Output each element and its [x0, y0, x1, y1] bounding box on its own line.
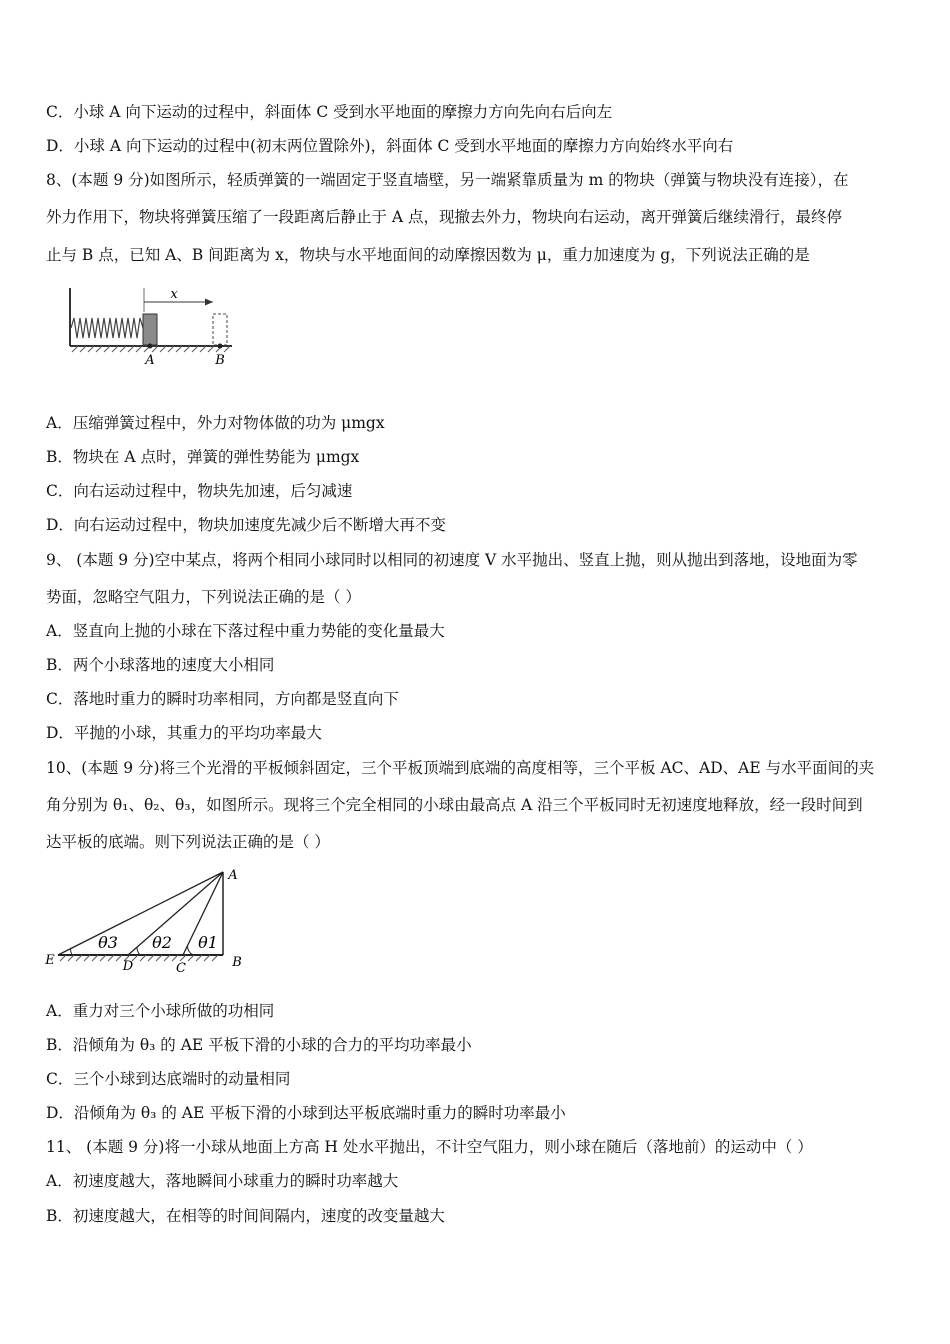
question-11: 11、 (本题 9 分)将一小球从地面上方高 H 处水平抛出，不计空气阻力，则小球在随后（落地前）的运动中（ ） — [46, 1138, 813, 1156]
block — [143, 314, 157, 345]
label-d: D — [122, 959, 134, 974]
question-9-line-1: 9、 (本题 9 分)空中某点，将两个相同小球同时以相同的初速度 V 水平抛出、竖直上抛，则从抛出到落地，设地面为零 — [46, 551, 858, 569]
option-10b: B．沿倾角为 θ₃ 的 AE 平板下滑的小球的合力的平均功率最小 — [46, 1036, 472, 1054]
label-c: C — [176, 961, 186, 976]
label-x: x — [170, 287, 178, 302]
question-10-line-3: 达平板的底端。则下列说法正确的是（ ） — [46, 833, 330, 851]
spring — [71, 318, 143, 338]
option-8c: C．向右运动过程中，物块先加速，后匀减速 — [46, 482, 353, 500]
label-a: A — [145, 353, 155, 368]
option-7c: C．小球 A 向下运动的过程中，斜面体 C 受到水平地面的摩擦力方向先向右后向左 — [46, 103, 613, 121]
point-a — [148, 344, 153, 349]
spring-block-figure — [64, 282, 239, 370]
label-theta3: θ3 — [98, 933, 118, 952]
block-final-position — [213, 314, 227, 345]
label-theta1: θ1 — [198, 933, 218, 952]
angle-arc-2 — [137, 947, 140, 955]
option-9c: C．落地时重力的瞬时功率相同，方向都是竖直向下 — [46, 690, 399, 708]
label-b: B — [232, 955, 242, 970]
question-10-line-1: 10、(本题 9 分)将三个光滑的平板倾斜固定，三个平板顶端到底端的高度相等，三个平板 AC、AD、AE 与水平面间的夹 — [46, 759, 875, 777]
label-e: E — [45, 953, 55, 968]
option-8b: B．物块在 A 点时，弹簧的弹性势能为 μmgx — [46, 448, 360, 466]
option-7d: D．小球 A 向下运动的过程中(初末两位置除外)，斜面体 C 受到水平地面的摩擦力方向始终水平向右 — [46, 137, 734, 155]
option-10c: C．三个小球到达底端时的动量相同 — [46, 1070, 291, 1088]
angle-arc-1 — [187, 946, 193, 955]
option-10a: A．重力对三个小球所做的功相同 — [46, 1002, 275, 1020]
option-8a: A．压缩弹簧过程中，外力对物体做的功为 μmgx — [46, 414, 385, 432]
point-b — [218, 344, 223, 349]
inclined-planes-figure — [40, 860, 250, 976]
option-9b: B．两个小球落地的速度大小相同 — [46, 656, 275, 674]
option-11a: A．初速度越大，落地瞬间小球重力的瞬时功率越大 — [46, 1172, 399, 1190]
question-8-line-3: 止与 B 点，已知 A、B 间距离为 x，物块与水平地面间的动摩擦因数为 μ，重力加速度为 g，下列说法正确的是 — [46, 246, 810, 264]
option-11b: B．初速度越大，在相等的时间间隔内，速度的改变量越大 — [46, 1207, 445, 1225]
label-b: B — [215, 353, 225, 368]
question-9-line-2: 势面，忽略空气阻力，下列说法正确的是（ ） — [46, 588, 361, 606]
question-10-line-2: 角分别为 θ₁、θ₂、θ₃，如图所示。现将三个完全相同的小球由最高点 A 沿三个平板同时无初速度地释放，经一段时间到 — [46, 796, 863, 814]
option-9a: A．竖直向上抛的小球在下落过程中重力势能的变化量最大 — [46, 622, 445, 640]
question-8-line-1: 8、(本题 9 分)如图所示，轻质弹簧的一端固定于竖直墙壁，另一端紧靠质量为 m 的物块（弹簧与物块没有连接），在 — [46, 171, 849, 189]
question-8-line-2: 外力作用下，物块将弹簧压缩了一段距离后静止于 A 点，现撤去外力，物块向右运动，离开弹簧后继续滑行，最终停 — [46, 208, 843, 226]
label-a: A — [228, 868, 238, 883]
option-8d: D．向右运动过程中，物块加速度先减少后不断增大再不变 — [46, 516, 446, 534]
option-10d: D．沿倾角为 θ₃ 的 AE 平板下滑的小球到达平板底端时重力的瞬时功率最小 — [46, 1104, 566, 1122]
arrow-head — [205, 299, 213, 306]
label-theta2: θ2 — [152, 933, 172, 952]
option-9d: D．平抛的小球，其重力的平均功率最大 — [46, 724, 322, 742]
